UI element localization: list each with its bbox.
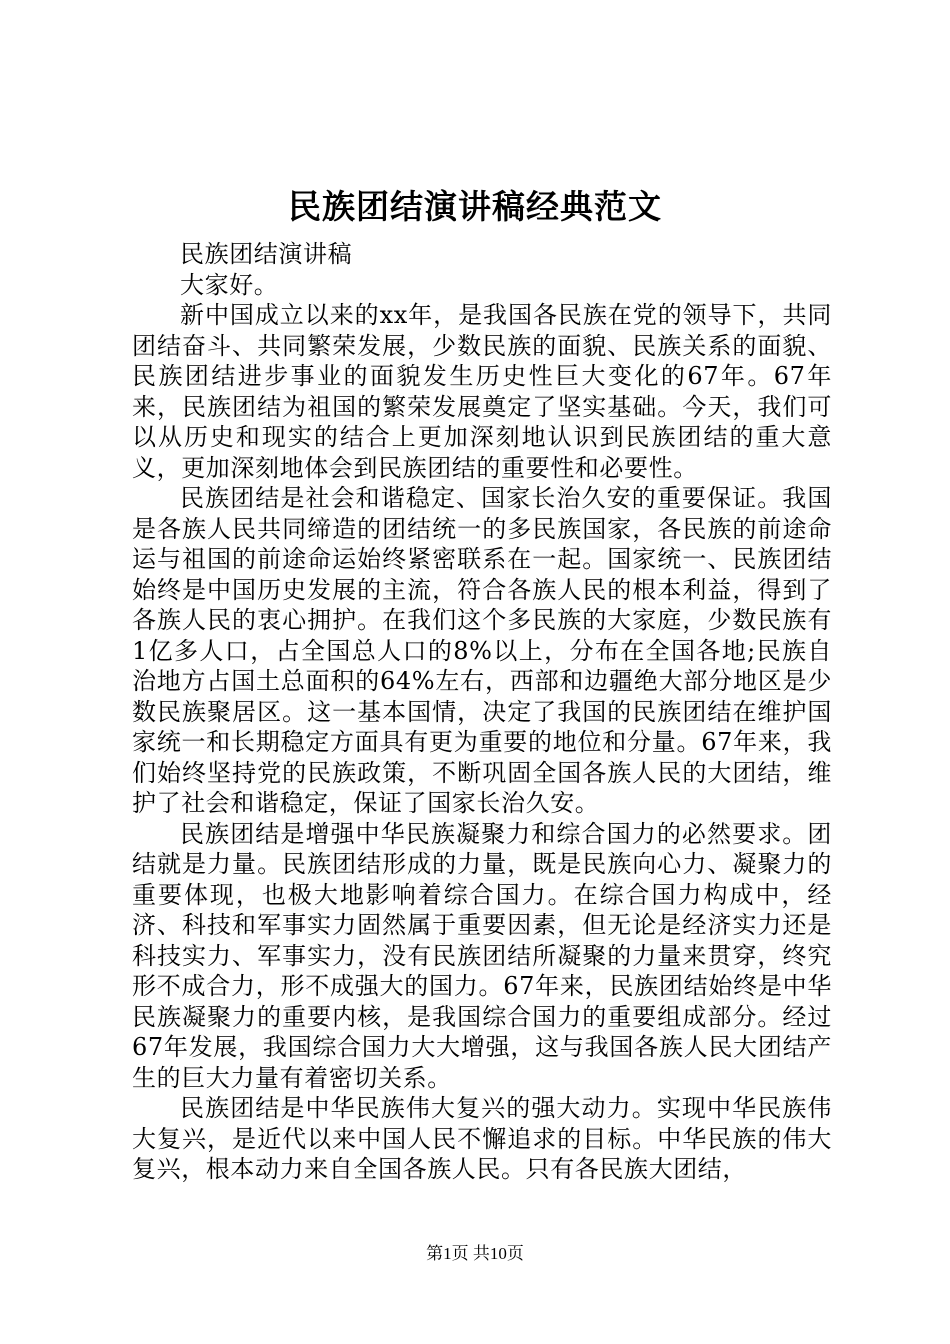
paragraph: 民族团结是增强中华民族凝聚力和综合国力的必然要求。团结就是力量。民族团结形成的力量，既是民族向心力、凝聚力的重要体现，也极大地影响着综合国力。在综合国力构成中，经济、科技和军事实力固然属于重要因素，但无论是经济实力还是科技实力、军事实力，没有民族团结所凝聚的力量来贯穿，终究形不成合力，形不成强大的国力。67年来，民族团结始终是中华民族凝聚力的重要内核，是我国综合国力的重要组成部分。经过67年发展，我国综合国力大大增强，这与我国各族人民大团结产生的巨大力量有着密切关系。 — [132, 819, 832, 1092]
paragraph-greeting: 大家好。 — [180, 270, 279, 299]
document-title: 民族团结演讲稿经典范文 — [288, 187, 662, 226]
paragraph: 民族团结是中华民族伟大复兴的强大动力。实现中华民族伟大复兴，是近代以来中国人民不懈追求的目标。中华民族的伟大复兴，根本动力来自全国各族人民。只有各民族大团结， — [132, 1094, 832, 1183]
paragraph: 民族团结是社会和谐稳定、国家长治久安的重要保证。我国是各族人民共同缔造的团结统一的多民族国家，各民族的前途命运与祖国的前途命运始终紧密联系在一起。国家统一、民族团结始终是中国历史发展的主流，符合各族人民的根本利益，得到了各族人民的衷心拥护。在我们这个多民族的大家庭，少数民族有1亿多人口，占全国总人口的8%以上，分布在全国各地;民族自治地方占国土总面积的64%左右，西部和边疆绝大部分地区是少数民族聚居区。这一基本国情，决定了我国的民族团结在维护国家统一和长期稳定方面具有更为重要的地位和分量。67年来，我们始终坚持党的民族政策，不断巩固全国各族人民的大团结，维护了社会和谐稳定，保证了国家长治久安。 — [132, 484, 832, 817]
paragraph: 新中国成立以来的xx年，是我国各民族在党的领导下，共同团结奋斗、共同繁荣发展，少数民族的面貌、民族关系的面貌、民族团结进步事业的面貌发生历史性巨大变化的67年。67年来，民族团结为祖国的繁荣发展奠定了坚实基础。今天，我们可以从历史和现实的结合上更加深刻地认识到民族团结的重大意义，更加深刻地体会到民族团结的重要性和必要性。 — [132, 301, 832, 482]
page-number-footer: 第1页 共10页 — [426, 1244, 524, 1263]
document-body — [132, 239, 832, 1185]
paragraph-heading: 民族团结演讲稿 — [180, 240, 353, 268]
